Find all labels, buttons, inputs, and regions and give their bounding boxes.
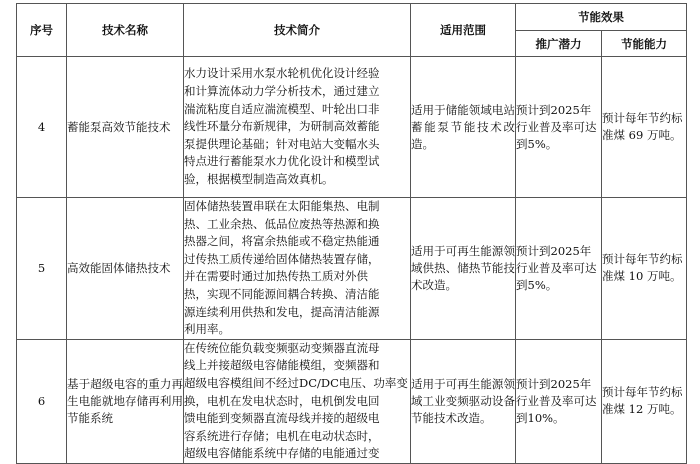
tech-intro (184, 57, 411, 198)
header-promo: 推广潜力 (516, 31, 602, 57)
intro-line: 过传热工质传递给固体储热装置存储， (184, 251, 380, 266)
intro-line: 和计算流体动力学分析技术，通过建立 (184, 84, 380, 99)
promotion-potential: 预计到2025年行业普及率可达到5%。 (516, 198, 602, 340)
intro-line: 超级电容储能系统中存储的电能通过变 (184, 446, 380, 461)
tech-scope: 适用于可再生能源领域工业变频驱动设备节能技术改造。 (411, 339, 516, 463)
saving-capacity: 预计每年节约标准煤 12 万吨。 (602, 339, 687, 463)
header-intro: 技术简介 (184, 4, 411, 57)
tech-name: 高效能固体储热技术 (67, 198, 184, 340)
tech-intro (184, 198, 411, 340)
tech-scope: 适用于可再生能源领域供热、储热节能技术改造。 (411, 198, 516, 340)
technology-table (16, 3, 687, 464)
header-name: 技术名称 (67, 4, 184, 57)
intro-line: 馈电能到变频器直流母线并接的超级电 (184, 411, 380, 426)
promotion-potential: 预计到2025年行业普及率可达到5%。 (516, 57, 602, 198)
table-row (17, 198, 687, 340)
tech-intro (184, 339, 411, 463)
header-scope: 适用范围 (411, 4, 516, 57)
row-number: 5 (17, 198, 67, 340)
table-row (17, 339, 687, 463)
intro-line: 线上并接超级电容储能模组，变频器和 (184, 358, 380, 373)
intro-line: 特点进行蓄能泵水力优化设计和模型试 (184, 154, 380, 169)
tech-name: 蓄能泵高效节能技术 (67, 57, 184, 198)
intro-line: 超级电容模组间不经过DC/DC电压、功率变 (184, 375, 408, 390)
intro-line: 热，实现不同能源间耦合转换、清洁能 (184, 286, 380, 301)
row-number: 6 (17, 339, 67, 463)
row-number: 4 (17, 57, 67, 198)
intro-line: 湍流粘度自适应湍流模型、叶轮出口非 (184, 101, 380, 116)
intro-line: 热、工业余热、低品位废热等热源和换 (184, 216, 380, 231)
intro-line: 换，电机在发电状态时，电机倒发电回 (184, 393, 380, 408)
intro-line: 固体储热装置串联在太阳能集热、电制 (184, 199, 380, 213)
tech-scope: 适用于储能领域电站蓄能泵节能技术改造。 (411, 57, 516, 198)
intro-line: 容系统进行存储；电机在电动状态时， (184, 428, 380, 443)
intro-line: 利用率。 (184, 322, 230, 337)
intro-line: 验，根据模型制造高效真机。 (184, 171, 334, 186)
header-effect: 节能效果 (516, 4, 687, 31)
saving-capacity: 预计每年节约标准煤 10 万吨。 (602, 198, 687, 340)
saving-capacity: 预计每年节约标准煤 69 万吨。 (602, 57, 687, 198)
header-no: 序号 (17, 4, 67, 57)
intro-line: 热器之间，将富余热能或不稳定热能通 (184, 234, 380, 249)
intro-line: 水力设计采用水泵水轮机优化设计经验 (184, 66, 380, 81)
promotion-potential: 预计到2025年行业普及率可达到10%。 (516, 339, 602, 463)
intro-line: 源连续利用供热和发电，提高清洁能源 (184, 304, 380, 319)
intro-line: 泵提供理论基础；针对电站大变幅水头 (184, 136, 380, 151)
table-row (17, 57, 687, 198)
tech-name: 基于超级电容的重力再生电能就地存储再利用节能系统 (67, 339, 184, 463)
intro-line: 并在需要时通过加热传热工质对外供 (184, 269, 368, 284)
header-saving: 节能能力 (602, 31, 687, 57)
intro-line: 在传统位能负载变频驱动变频器直流母 (184, 340, 380, 355)
intro-line: 线性环量分布新规律，为研制高效蓄能 (184, 119, 380, 134)
